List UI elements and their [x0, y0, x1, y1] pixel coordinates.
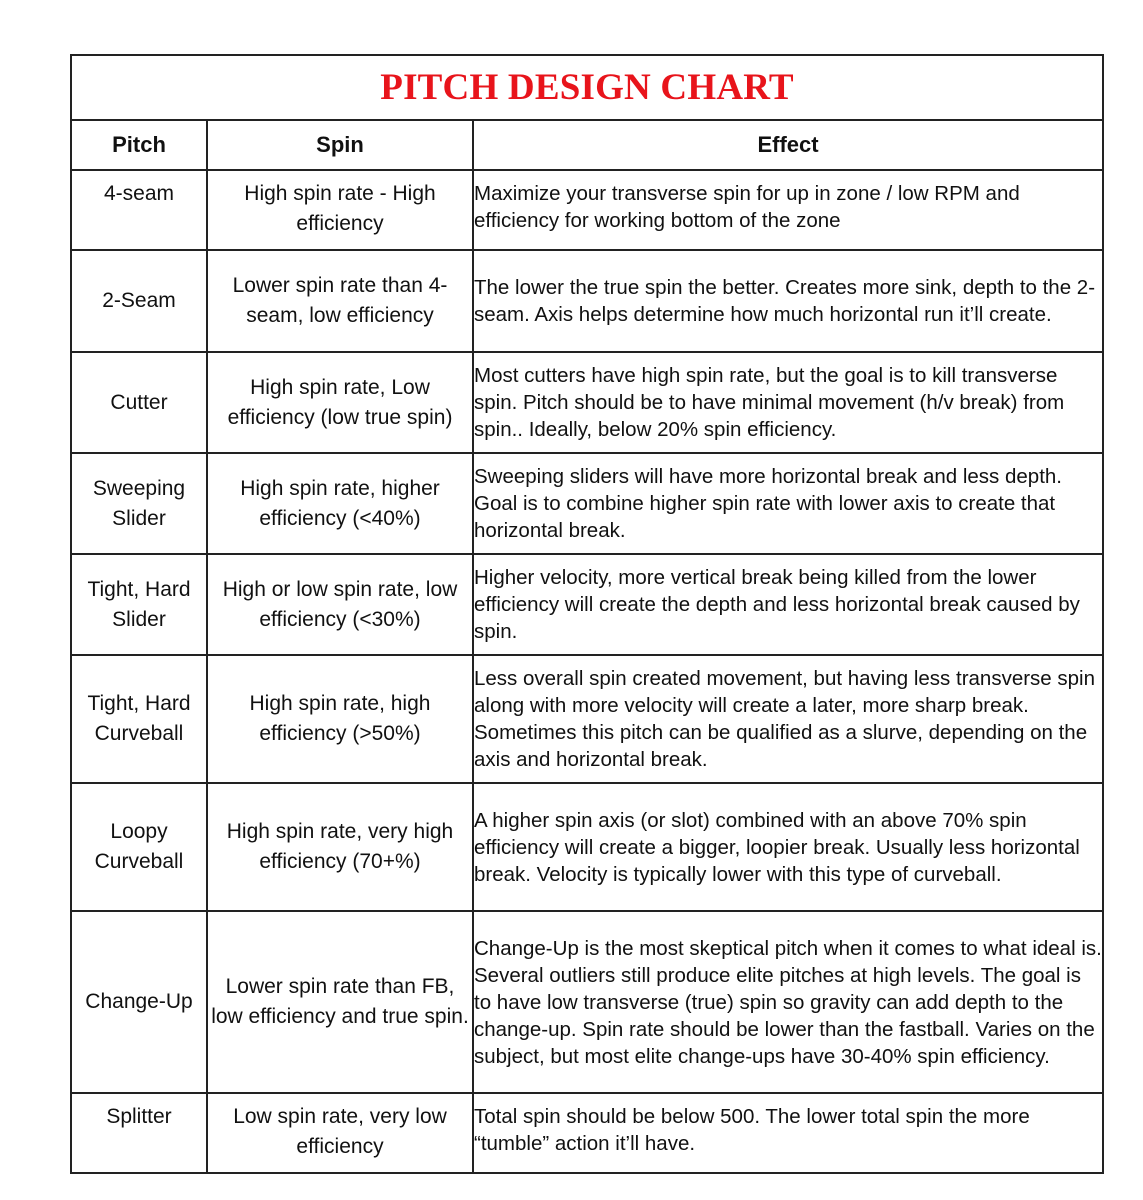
spin-cell: Lower spin rate than 4-seam, low efficiency	[207, 250, 473, 352]
table-row	[71, 783, 1103, 911]
header-row	[71, 120, 1103, 170]
effect-cell: A higher spin axis (or slot) combined with an above 70% spin efficiency will create a bigger, loopier break. Usually less horizontal break. Velocity is typically lower with this type of curveball.	[473, 783, 1103, 911]
effect-cell: Less overall spin created movement, but having less transverse spin along with more velocity will create a later, more sharp break. Sometimes this pitch can be qualified as a slurve, depending on the axis and horizontal break.	[473, 655, 1103, 783]
effect-cell: The lower the true spin the better. Creates more sink, depth to the 2-seam. Axis helps determine how much horizontal run it’ll create.	[473, 250, 1103, 352]
spin-cell: High spin rate - High efficiency	[207, 170, 473, 250]
spin-cell: High spin rate, high efficiency (>50%)	[207, 655, 473, 783]
effect-cell: Change-Up is the most skeptical pitch when it comes to what ideal is. Several outliers still produce elite pitches at high levels. The goal is to have low transverse (true) spin so gravity can add depth to the change-up. Spin rate should be lower than the fastball. Varies on the subject, but most elite change-ups have 30-40% spin efficiency.	[473, 911, 1103, 1093]
pitch-cell: Tight, Hard Slider	[71, 554, 207, 655]
table-row	[71, 250, 1103, 352]
spin-cell: High spin rate, Low efficiency (low true spin)	[207, 352, 473, 453]
spin-cell: High spin rate, very high efficiency (70+%)	[207, 783, 473, 911]
pitch-cell: Tight, Hard Curveball	[71, 655, 207, 783]
pitch-cell: Change-Up	[71, 911, 207, 1093]
pitch-cell: Splitter	[71, 1093, 207, 1173]
header-pitch: Pitch	[71, 120, 207, 170]
table-row	[71, 1093, 1103, 1173]
effect-cell: Total spin should be below 500. The lower total spin the more “tumble” action it’ll have.	[473, 1093, 1103, 1173]
table-row	[71, 911, 1103, 1093]
pitch-cell: Sweeping Slider	[71, 453, 207, 554]
effect-cell: Higher velocity, more vertical break being killed from the lower efficiency will create the depth and less horizontal break caused by spin.	[473, 554, 1103, 655]
header-spin: Spin	[207, 120, 473, 170]
chart-title: PITCH DESIGN CHART	[71, 55, 1103, 120]
effect-cell: Sweeping sliders will have more horizontal break and less depth. Goal is to combine higher spin rate with lower axis to create that horizontal break.	[473, 453, 1103, 554]
spin-cell: High or low spin rate, low efficiency (<30%)	[207, 554, 473, 655]
table-row	[71, 352, 1103, 453]
table-row	[71, 655, 1103, 783]
effect-cell: Most cutters have high spin rate, but the goal is to kill transverse spin. Pitch should be to have minimal movement (h/v break) from spin.. Ideally, below 20% spin efficiency.	[473, 352, 1103, 453]
pitch-cell: Loopy Curveball	[71, 783, 207, 911]
title-row	[71, 55, 1103, 120]
table-row	[71, 170, 1103, 250]
pitch-design-table	[70, 54, 1104, 1174]
pitch-cell: 2-Seam	[71, 250, 207, 352]
pitch-cell: 4-seam	[71, 170, 207, 250]
pitch-cell: Cutter	[71, 352, 207, 453]
spin-cell: Lower spin rate than FB, low efficiency and true spin.	[207, 911, 473, 1093]
effect-cell: Maximize your transverse spin for up in zone / low RPM and efficiency for working bottom of the zone	[473, 170, 1103, 250]
spin-cell: Low spin rate, very low efficiency	[207, 1093, 473, 1173]
spin-cell: High spin rate, higher efficiency (<40%)	[207, 453, 473, 554]
table-row	[71, 453, 1103, 554]
header-effect: Effect	[473, 120, 1103, 170]
table-row	[71, 554, 1103, 655]
